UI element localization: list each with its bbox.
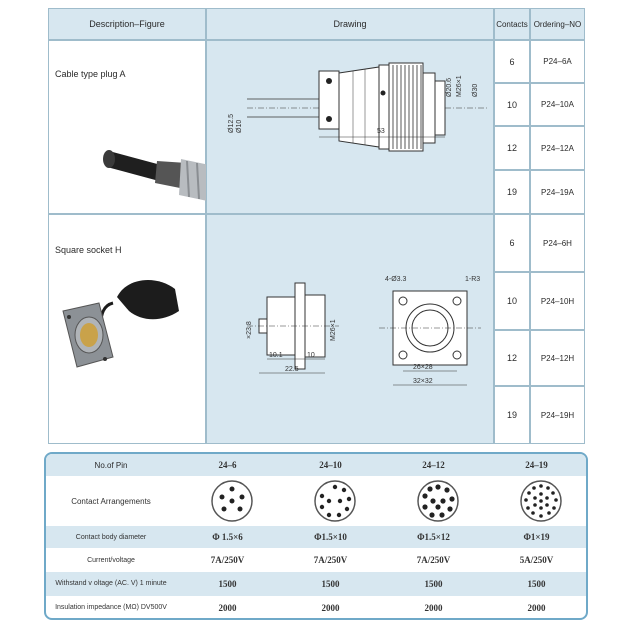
diameter-2: Φ1.5×12 <box>417 532 450 542</box>
a-contacts-1: 10 <box>494 83 530 126</box>
a-ordering-1: P24–10A <box>530 83 585 126</box>
a-ordering-3: P24–19A <box>530 170 585 214</box>
a-ordering-0: P24–6A <box>530 40 585 83</box>
h-ordering-2: P24–12H <box>530 330 585 386</box>
a-ordering-2: P24–12A <box>530 126 585 170</box>
dim-thread: M26×1 <box>330 319 337 341</box>
current-1: 7A/250V <box>313 555 348 565</box>
diameter-label: Contact body diameter <box>75 533 147 541</box>
dim-d5: Ø30 <box>472 83 479 97</box>
h-ordering-3: P24–19H <box>530 386 585 444</box>
dim-d2: Ø10 <box>236 119 243 133</box>
dim-d3: Ø20.6 <box>446 77 453 97</box>
withstand-3: 1500 <box>527 579 546 589</box>
insulation-label: Insulation impedance (MΩ) DV500V <box>55 604 167 611</box>
arrangement-12-pin <box>416 479 460 523</box>
product-h-name: Square socket H <box>55 245 122 255</box>
pin-header-3: 24–19 <box>525 460 548 470</box>
header-ordering: Ordering–NO <box>530 8 585 40</box>
header-description: Description–Figure <box>48 8 206 40</box>
h-contacts-2: 12 <box>494 330 530 386</box>
socket-image <box>57 267 197 377</box>
h-ordering-1: P24–10H <box>530 272 585 330</box>
header-contacts: Contacts <box>494 8 530 40</box>
a-contacts-2: 12 <box>494 126 530 170</box>
product-a-name: Cable type plug A <box>55 69 126 79</box>
socket-drawing <box>207 215 495 445</box>
arrangements-label: Contact Arrangements <box>71 496 151 506</box>
plug-drawing <box>207 41 495 215</box>
pin-header-label: No.of Pin <box>94 460 128 470</box>
insulation-3: 2000 <box>527 603 546 613</box>
product-h-description <box>48 214 206 444</box>
dim-r: 1-R3 <box>465 276 481 283</box>
current-label: Current/voltage <box>87 556 135 564</box>
a-contacts-3: 19 <box>494 170 530 214</box>
pin-header-1: 24–10 <box>319 460 342 470</box>
dim-c: 22.5 <box>285 366 299 373</box>
product-h-drawing <box>206 214 494 444</box>
withstand-label: Withstand v oltage (AC. V) 1 minute <box>55 580 167 587</box>
a-contacts-0: 6 <box>494 40 530 83</box>
dim-d4: M26×1 <box>456 75 463 97</box>
diameter-1: Φ1.5×10 <box>314 532 347 542</box>
pin-header-row <box>46 454 586 476</box>
withstand-0: 1500 <box>218 579 237 589</box>
h-contacts-3: 19 <box>494 386 530 444</box>
arrangements-row <box>46 476 586 526</box>
dim-outer: 32×32 <box>413 378 433 385</box>
current-3: 5A/250V <box>519 555 554 565</box>
current-row <box>46 548 586 572</box>
withstand-2: 1500 <box>424 579 443 589</box>
pin-header-2: 24–12 <box>422 460 445 470</box>
dim-a: 10.1 <box>269 352 283 359</box>
h-contacts-0: 6 <box>494 214 530 272</box>
current-2: 7A/250V <box>416 555 451 565</box>
insulation-row <box>46 596 586 620</box>
insulation-1: 2000 <box>321 603 340 613</box>
product-a-drawing <box>206 40 494 214</box>
dim-b: 10 <box>307 352 315 359</box>
pin-spec-table <box>44 452 588 620</box>
product-a-description <box>48 40 206 214</box>
diameter-row <box>46 526 586 548</box>
h-ordering-0: P24–6H <box>530 214 585 272</box>
diameter-0: Φ 1.5×6 <box>212 532 243 542</box>
insulation-0: 2000 <box>218 603 237 613</box>
withstand-row <box>46 572 586 596</box>
pin-header-0: 24–6 <box>218 460 237 470</box>
diameter-3: Φ1×19 <box>523 532 550 542</box>
insulation-2: 2000 <box>424 603 443 613</box>
dim-d1: Ø12.5 <box>228 113 235 133</box>
dim-inner: 26×28 <box>413 364 433 371</box>
withstand-1: 1500 <box>321 579 340 589</box>
arrangement-19-pin <box>519 479 563 523</box>
current-0: 7A/250V <box>210 555 245 565</box>
dim-holes: 4-Ø3.3 <box>385 276 407 283</box>
header-drawing: Drawing <box>206 8 494 40</box>
dim-side-d: ×23.8 <box>246 321 253 339</box>
arrangement-6-pin <box>210 479 254 523</box>
dim-length: 53 <box>377 128 385 135</box>
arrangement-10-pin <box>313 479 357 523</box>
h-contacts-1: 10 <box>494 272 530 330</box>
